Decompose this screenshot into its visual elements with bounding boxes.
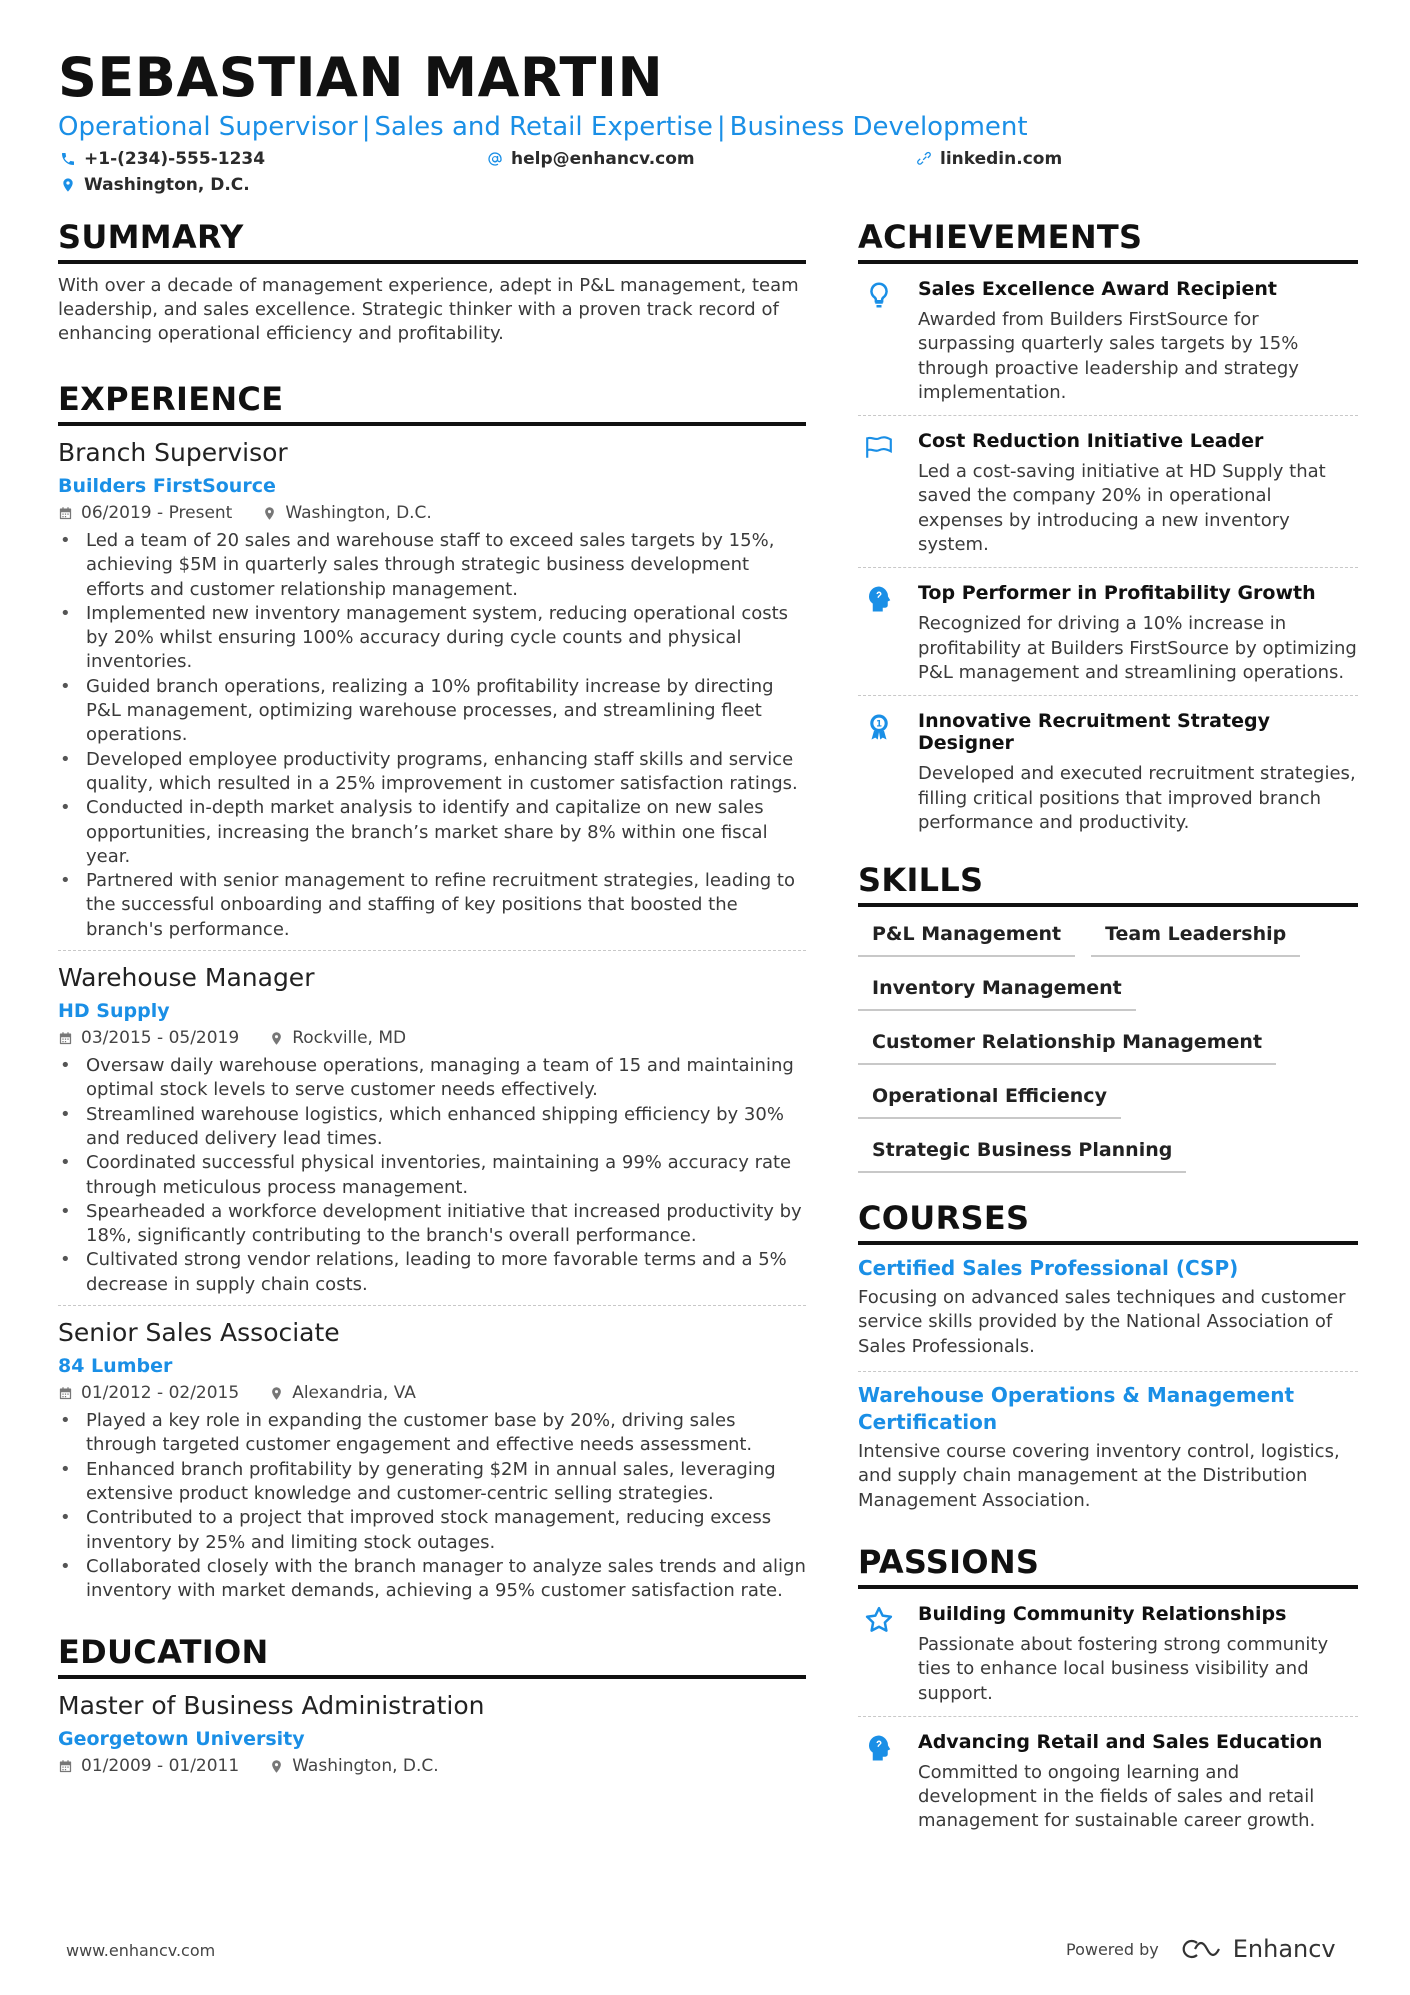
job-meta xyxy=(58,1383,806,1403)
job-dates xyxy=(58,1028,239,1048)
bullet-item: • Partnered with senior management to refine recruitment strategies, leading to the successful onboarding and staffing of key positions that boosted the branch's performance. xyxy=(58,869,806,942)
passion-item xyxy=(858,1589,1358,1716)
company-name: HD Supply xyxy=(58,1000,170,1023)
star-icon xyxy=(858,1603,900,1706)
education-dates-text: 01/2009 - 01/2011 xyxy=(81,1756,240,1777)
experience-item xyxy=(58,438,806,950)
bullet-item: • Led a team of 20 sales and warehouse staff to exceed sales targets by 15%, achieving $5M in quarterly sales through strategic business development efforts and customer relationship management. xyxy=(58,529,806,602)
headline-part: Business Development xyxy=(729,112,1028,142)
right-column xyxy=(858,218,1358,1844)
skill-tag: Operational Efficiency xyxy=(858,1079,1121,1119)
headline-separator: | xyxy=(361,112,371,142)
job-meta xyxy=(58,503,806,523)
achievement-title: Innovative Recruitment Strategy Designer xyxy=(918,710,1270,755)
job-dates xyxy=(58,503,232,523)
contact-phone[interactable] xyxy=(60,149,265,169)
company-name: 84 Lumber xyxy=(58,1355,173,1378)
job-dates-text: 03/2015 - 05/2019 xyxy=(81,1028,240,1049)
location-pin-icon xyxy=(269,1031,284,1046)
passion-desc: Passionate about fostering strong community ties to enhance local business visibility and support. xyxy=(918,1633,1329,1704)
job-location xyxy=(262,503,431,523)
bullet-item: • Implemented new inventory management system, reducing operational costs by 20% whilst ensuring 100% accuracy during cycle counts and physical inventories. xyxy=(58,602,806,675)
bullet-item: • Cultivated strong vendor relations, leading to more favorable terms and a 5% decrease in supply chain costs. xyxy=(58,1248,806,1297)
job-title: Warehouse Manager xyxy=(58,963,315,993)
location-pin-icon xyxy=(269,1759,284,1774)
job-location-text: Rockville, MD xyxy=(292,1028,407,1049)
phone-icon xyxy=(60,151,76,167)
bullet-item: • Played a key role in expanding the customer base by 20%, driving sales through targeted customer engagement and effective needs assessment. xyxy=(58,1409,806,1458)
school-name: Georgetown University xyxy=(58,1728,305,1751)
bullet-item: • Oversaw daily warehouse operations, managing a team of 15 and maintaining optimal stock levels to serve customer needs effectively. xyxy=(58,1054,806,1103)
passion-title: Advancing Retail and Sales Education xyxy=(918,1730,1323,1753)
enhancv-logo-icon xyxy=(1177,1937,1223,1961)
footer-website[interactable]: www.enhancv.com xyxy=(66,1941,216,1960)
course-title: Certified Sales Professional (CSP) xyxy=(858,1256,1239,1281)
job-location xyxy=(269,1383,416,1403)
job-bullets xyxy=(58,1409,806,1603)
job-location-text: Alexandria, VA xyxy=(292,1383,416,1404)
experience-item xyxy=(58,1305,806,1611)
job-dates-text: 06/2019 - Present xyxy=(81,503,233,523)
headline-part: Sales and Retail Expertise xyxy=(374,112,713,142)
location-pin-icon xyxy=(269,1386,284,1401)
location-text: Washington, D.C. xyxy=(84,175,250,195)
passion-desc: Committed to ongoing learning and development in the fields of sales and retail management for sustainable career growth. xyxy=(918,1761,1316,1832)
bullet-item: • Guided branch operations, realizing a 10% profitability increase by directing P&L management, optimizing warehouse processes, and streamlining fleet operations. xyxy=(58,675,806,748)
calendar-icon xyxy=(58,1031,73,1046)
achievements-heading: ACHIEVEMENTS xyxy=(858,218,1358,264)
headline xyxy=(58,112,1028,142)
experience-item xyxy=(58,950,806,1305)
job-location xyxy=(269,1028,406,1048)
calendar-icon xyxy=(58,506,73,521)
achievement-desc: Led a cost-saving initiative at HD Supply that saved the company 20% in operational expenses by introducing a new inventory system. xyxy=(918,461,1326,556)
passion-item xyxy=(858,1716,1358,1844)
achievement-item xyxy=(858,415,1358,567)
enhancv-logo-text: Enhancv xyxy=(1232,1935,1336,1963)
skill-tag: P&L Management xyxy=(858,917,1075,957)
enhancv-logo xyxy=(1177,1935,1336,1963)
education-location-text: Washington, D.C. xyxy=(292,1756,439,1777)
achievement-title: Cost Reduction Initiative Leader xyxy=(918,430,1264,453)
bullet-item: • Contributed to a project that improved stock management, reducing excess inventory by 25% and limiting stock outages. xyxy=(58,1506,806,1555)
contact-email[interactable] xyxy=(487,149,695,169)
skill-tag: Strategic Business Planning xyxy=(858,1133,1186,1173)
course-item xyxy=(858,1371,1358,1525)
achievement-title: Sales Excellence Award Recipient xyxy=(918,278,1277,300)
skill-tag: Inventory Management xyxy=(858,971,1136,1011)
job-dates xyxy=(58,1383,239,1403)
summary-text: With over a decade of management experience, adept in P&L management, team leadership, and sales excellence. Strategic thinker with a proven track record of enhancing operational efficiency and profitability. xyxy=(58,275,799,344)
job-location-text: Washington, D.C. xyxy=(285,503,432,523)
headline-part: Operational Supervisor xyxy=(58,112,358,142)
job-meta xyxy=(58,1028,806,1048)
candidate-name: SEBASTIAN MARTIN xyxy=(58,46,664,109)
contact-linkedin[interactable] xyxy=(916,149,1062,169)
education-location xyxy=(269,1756,438,1776)
achievement-item xyxy=(858,695,1358,845)
phone-text: +1-(234)-555-1234 xyxy=(84,149,266,169)
medal-icon xyxy=(858,710,900,835)
left-column xyxy=(58,218,806,1776)
linkedin-text: linkedin.com xyxy=(940,149,1063,169)
courses-heading: COURSES xyxy=(858,1199,1358,1245)
summary-heading: SUMMARY xyxy=(58,218,806,264)
headline-separator: | xyxy=(716,112,726,142)
skill-tag: Team Leadership xyxy=(1091,917,1300,957)
achievement-item xyxy=(858,567,1358,695)
link-icon xyxy=(916,151,932,167)
course-item xyxy=(858,1245,1358,1371)
job-dates-text: 01/2012 - 02/2015 xyxy=(81,1383,240,1404)
at-icon xyxy=(487,151,503,167)
degree-title: Master of Business Administration xyxy=(58,1691,485,1721)
lightbulb-icon xyxy=(858,278,900,405)
bullet-item: • Conducted in-depth market analysis to identify and capitalize on new sales opportunities, increasing the branch’s market share by 8% within one fiscal year. xyxy=(58,796,806,869)
skills-heading: SKILLS xyxy=(858,861,1358,907)
contact-location xyxy=(60,175,250,195)
achievement-desc: Awarded from Builders FirstSource for surpassing quarterly sales targets by 15% through proactive leadership and strategy implementation. xyxy=(918,309,1299,403)
passion-title: Building Community Relationships xyxy=(918,1602,1287,1625)
experience-heading: EXPERIENCE xyxy=(58,380,806,426)
head-icon xyxy=(858,582,900,685)
powered-by-label: Powered by xyxy=(1066,1939,1159,1959)
course-title: Warehouse Operations & Management Certification xyxy=(858,1383,1295,1435)
bullet-item: • Spearheaded a workforce development initiative that increased productivity by 18%, significantly contributing to the branch's overall performance. xyxy=(58,1200,806,1249)
company-name: Builders FirstSource xyxy=(58,475,276,497)
achievement-desc: Recognized for driving a 10% increase in profitability at Builders FirstSource by optimizing P&L management and streamlining operations. xyxy=(918,613,1357,683)
bullet-item: • Enhanced branch profitability by generating $2M in annual sales, leveraging extensive product knowledge and customer-centric selling strategies. xyxy=(58,1458,806,1507)
email-text: help@enhancv.com xyxy=(511,149,695,169)
achievement-desc: Developed and executed recruitment strategies, filling critical positions that improved branch performance and productivity. xyxy=(918,763,1356,833)
job-bullets xyxy=(58,1054,806,1297)
bullet-item: • Streamlined warehouse logistics, which enhanced shipping efficiency by 30% and reduced delivery lead times. xyxy=(58,1103,806,1152)
course-desc: Focusing on advanced sales techniques and customer service skills provided by the National Association of Sales Professionals. xyxy=(858,1287,1346,1357)
calendar-icon xyxy=(58,1759,73,1774)
education-meta xyxy=(58,1756,806,1776)
achievement-item xyxy=(858,264,1358,415)
bullet-item: • Developed employee productivity programs, enhancing staff skills and service quality, which resulted in a 25% improvement in customer satisfaction ratings. xyxy=(58,748,806,797)
calendar-icon xyxy=(58,1386,73,1401)
passions-heading: PASSIONS xyxy=(858,1543,1358,1589)
head-icon xyxy=(858,1731,900,1834)
bullet-item: • Coordinated successful physical inventories, maintaining a 99% accuracy rate through meticulous process management. xyxy=(58,1151,806,1200)
job-title: Branch Supervisor xyxy=(58,438,288,467)
course-desc: Intensive course covering inventory control, logistics, and supply chain management at the Distribution Management Association. xyxy=(858,1441,1340,1511)
job-title: Senior Sales Associate xyxy=(58,1318,340,1348)
education-dates xyxy=(58,1756,239,1776)
svg-text:1: 1 xyxy=(875,719,883,730)
skill-tag: Customer Relationship Management xyxy=(858,1025,1276,1065)
flag-icon xyxy=(858,430,900,557)
location-pin-icon xyxy=(60,177,76,193)
skills-list xyxy=(858,917,1358,1173)
achievement-title: Top Performer in Profitability Growth xyxy=(918,582,1316,605)
job-bullets xyxy=(58,529,806,942)
location-pin-icon xyxy=(262,506,277,521)
bullet-item: • Collaborated closely with the branch manager to analyze sales trends and align inventory with market demands, achieving a 95% customer satisfaction rate. xyxy=(58,1555,806,1604)
footer-brand[interactable] xyxy=(1066,1935,1336,1963)
education-heading: EDUCATION xyxy=(58,1633,806,1679)
